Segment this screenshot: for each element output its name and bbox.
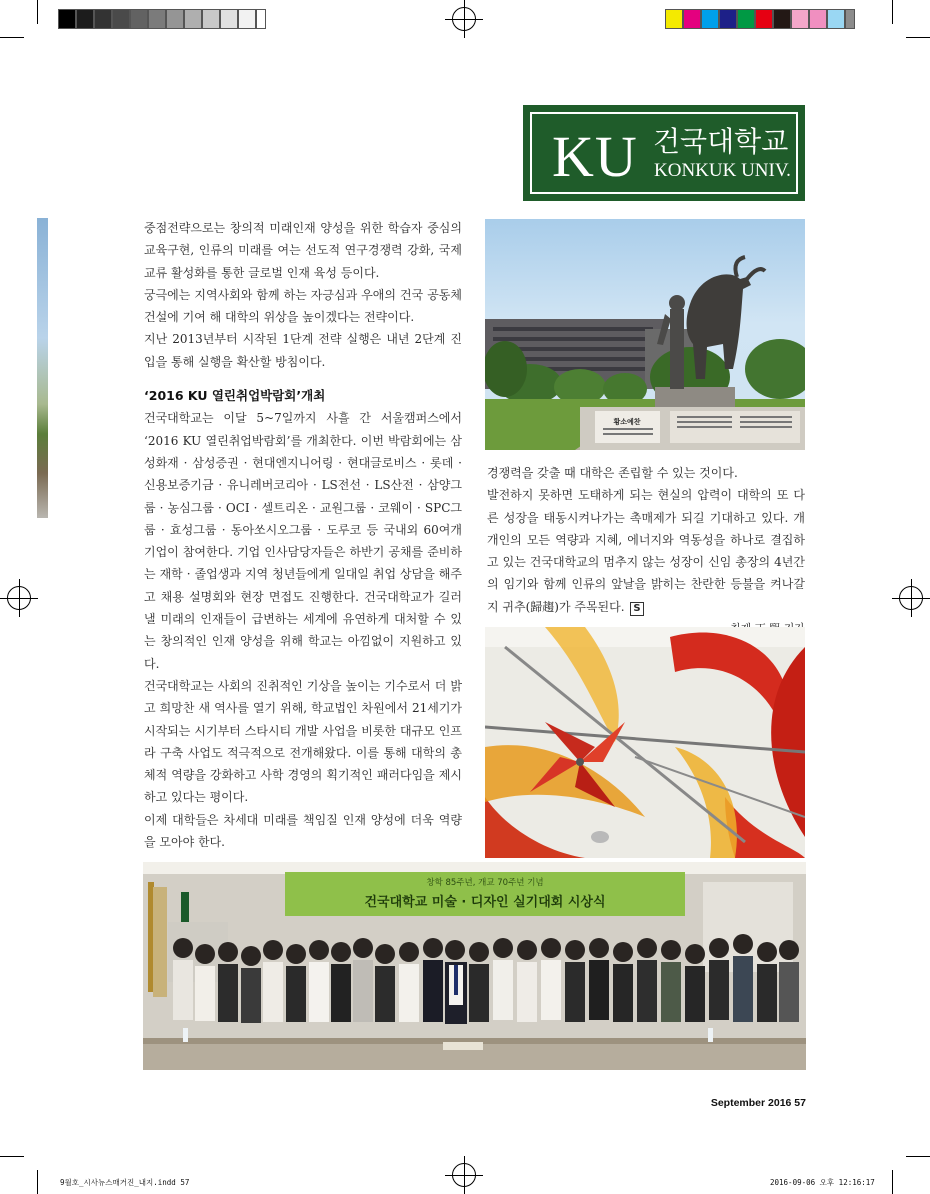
slug-timestamp: 2016-09-06 오후 12:16:17 xyxy=(770,1178,875,1187)
paragraph: 중점전략으로는 창의적 미래인재 양성을 위한 학습자 중심의 교육구현, 인류의 미래를 여는 선도적 연구경쟁력 강화, 국제교류 활성화를 통한 글로벌 인재 육성 등이다. xyxy=(144,221,462,280)
pinwheel-sculpture-photo xyxy=(485,627,805,858)
campus-photo-illustration xyxy=(485,219,805,450)
logo-name-korean: 건국대학교 xyxy=(653,125,789,158)
slug-filename: 9월호_시사뉴스매거진_내지.indd 57 xyxy=(60,1178,190,1187)
campus-bull-statue-photo xyxy=(485,219,805,450)
konkuk-logo xyxy=(523,105,805,201)
sculpture-illustration xyxy=(485,627,805,858)
paragraph: 궁극에는 지역사회와 함께 하는 자긍심과 우애의 건국 공동체 건설에 기여 해 대학의 위상을 높이겠다는 전략이다. xyxy=(144,287,462,325)
paragraph: 경쟁력을 갖출 때 대학은 존립할 수 있는 것이다. xyxy=(487,466,738,480)
paragraph: 건국대학교는 사회의 진취적인 기상을 높이는 기수로서 더 밝고 희망찬 새 역사를 열기 위해, 학교법인 차원에서 21세기가 시작되는 시기부터 스타시티 개발 사업을 비롯한 대규모 인프라 구축 사업도 적극적으로 전개해왔다. 이를 통해 대학의 총체적 역량을 강화하고 사학 경영의 획기적인 패러다임을 제시하고 있다는 평이다. xyxy=(144,678,462,805)
edge-photo-strip xyxy=(37,218,48,518)
paragraph xyxy=(487,484,805,618)
article-column-right xyxy=(487,462,805,640)
paragraph: 지난 2013년부터 시작된 1단계 전략 실행은 내년 2단계 진입을 통해 실행을 확산할 방침이다. xyxy=(144,332,462,369)
banner-subtitle: 창학 85주년, 개교 70주년 기념 xyxy=(426,878,544,888)
paragraph: 이제 대학들은 차세대 미래를 책임질 인재 양성에 더욱 역량을 모아야 한다. xyxy=(144,812,462,850)
article-column-left xyxy=(144,217,462,853)
paragraph-text: 발전하지 못하면 도태하게 되는 현실의 압력이 대학의 또 다른 성장을 태동시켜나가는 촉매제가 되길 기대하고 있다. 개개인의 모든 역량과 지혜, 에너지와 역동성을 하나로 결집하고 있는 건국대학교의 멈추지 않는 성장이 신임 총장의 4년간의 임기와 함께 인류의 앞날을 밝히는 찬란한 등불을 켜나갈 지 귀추(歸趨)가 주목된다. xyxy=(487,488,805,614)
logo-frame xyxy=(530,112,798,194)
ceremony-illustration xyxy=(143,862,806,1070)
logo-name-english: KONKUK UNIV. xyxy=(654,160,791,181)
award-ceremony-group-photo xyxy=(143,862,806,1070)
logo-mark: KU xyxy=(552,124,638,189)
paragraph: 건국대학교는 이달 5~7일까지 사흘 간 서울캠퍼스에서 ‘2016 KU 열린취업박람회’를 개최한다. 이번 박람회에는 삼성화재 · 삼성증권 · 현대엔지니어링 · 현대글로비스 · 롯데 · 신용보증기금 · 유니레버코리아 · LS전선 · LS산전 · 삼양그룹 · 농심그룹 · OCI · 셀트리온 · 교원그룹 · 코웨이 · SPC그룹 · 효성그룹 · 동아쏘시오그룹 · 도루코 등 국내외 60여개 기업이 참여한다. 기업 인사담당자들은 하반기 공채를 준비하는 재학 · 졸업생과 지역 청년들에게 일대일 취업 상담을 해주고 채용 설명회와 현장 면접도 진행한다. 건국대학교가 길러 낼 미래의 인재들이 급변하는 세계에 유연하게 대처할 수 있는 창의적인 인재 양성을 위해 학교는 아낌없이 지원하고 있다. xyxy=(144,411,462,671)
end-mark-icon: S xyxy=(630,602,643,616)
page-folio: September 2016 57 xyxy=(710,1097,806,1109)
statue-plaque-title: 황소예찬 xyxy=(613,418,641,426)
banner-title: 건국대학교 미술 · 디자인 실기대회 시상식 xyxy=(364,895,606,910)
section-heading: ‘2016 KU 열린취업박람회’개최 xyxy=(144,388,326,404)
